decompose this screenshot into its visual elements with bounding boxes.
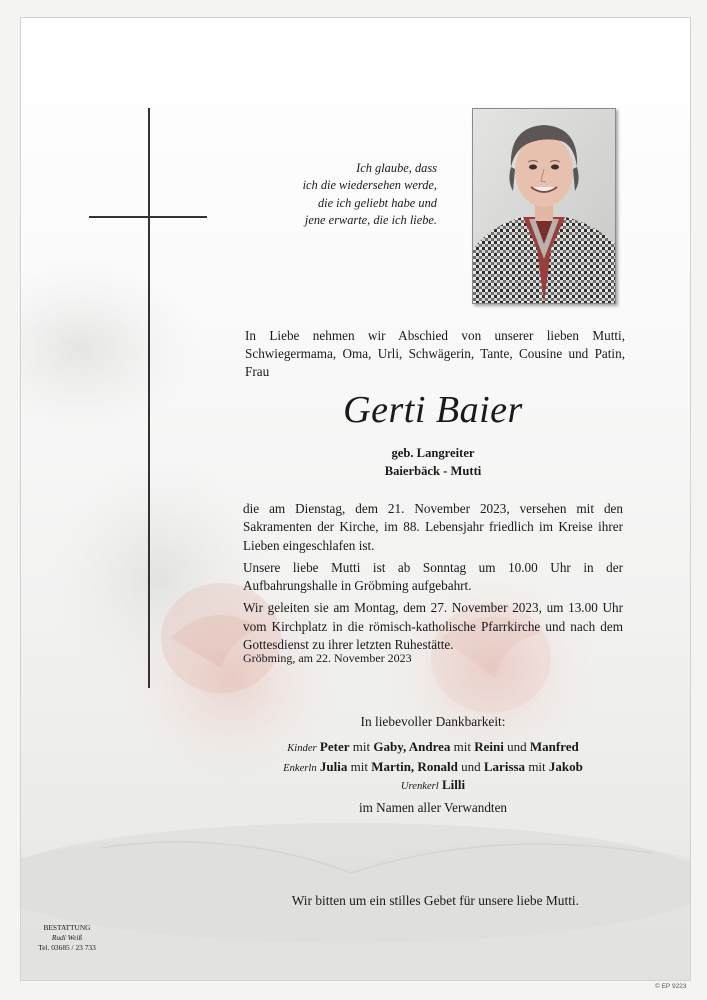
relatives-line: im Namen aller Verwandten	[358, 800, 508, 815]
bible-quote	[241, 160, 437, 229]
intro-text: In Liebe nehmen wir Abschied von unserer lieben Mutti, Schwiegermama, Oma, Urli, Schwägerin, Tante, Cousine und Patin, Frau	[245, 328, 625, 379]
quote-line: Ich glaube, dass	[356, 161, 437, 175]
quote-line: die ich geliebt habe und	[317, 195, 437, 210]
deceased-name: Gerti Baier	[343, 389, 523, 431]
death-notice-body	[243, 500, 623, 658]
children-label: Kinder	[287, 743, 317, 754]
thanks-heading: In liebevoller Dankbarkeit:	[360, 714, 506, 729]
deceased-details	[243, 444, 623, 480]
place-date: Gröbming, am 22. November 2023	[243, 651, 412, 665]
grandchildren-label: Enkerln	[283, 763, 317, 774]
undertaker-name: Rudi Weiß	[51, 933, 83, 943]
quote-line: ich die wiedersehen werde,	[302, 178, 437, 193]
death-paragraph: die am Dienstag, dem 21. November 2023, versehen mit den Sakramenten der Kirche, im 88. Lebensjahr friedlich im Kreise ihrer Lieben eingeschlafen ist.	[243, 501, 623, 553]
portrait-photo	[472, 108, 616, 304]
nickname: Baierbäck - Mutti	[384, 464, 482, 478]
cross-vertical-bar	[148, 108, 150, 688]
grandchildren-line: Enkerln Julia mit Martin, Ronald und Larissa mit Jakob	[283, 759, 583, 774]
quote-line: jene erwarte, die ich liebe.	[304, 212, 437, 227]
undertaker-info	[27, 923, 107, 954]
obituary-page	[20, 17, 691, 981]
children-line: Kinder Peter mit Gaby, Andrea mit Reini und Manfred	[287, 739, 579, 754]
cross-horizontal-bar	[89, 216, 207, 218]
prayer-request: Wir bitten um ein stilles Gebet für unsere liebe Mutti.	[291, 893, 579, 908]
great-grandchildren-label: Urenkerl	[400, 781, 439, 792]
undertaker-title: BESTATTUNG	[43, 923, 91, 932]
funeral-paragraph: Wir geleiten sie am Montag, dem 27. November 2023, um 13.00 Uhr vom Kirchplatz in die römisch-katholische Pfarrkirche und nach dem Gottesdienst zu ihrer letzten Ruhestätte.	[243, 600, 623, 653]
great-grandchildren-line: Urenkerl Lilli	[400, 777, 466, 792]
copyright-note: © EP 9223	[655, 983, 687, 990]
maiden-name: geb. Langreiter	[391, 446, 475, 460]
viewing-paragraph: Unsere liebe Mutti ist ab Sonntag um 10.00 Uhr in der Aufbahrungshalle in Gröbming aufgebahrt.	[243, 559, 623, 594]
undertaker-phone: Tel. 03685 / 23 733	[38, 943, 96, 953]
